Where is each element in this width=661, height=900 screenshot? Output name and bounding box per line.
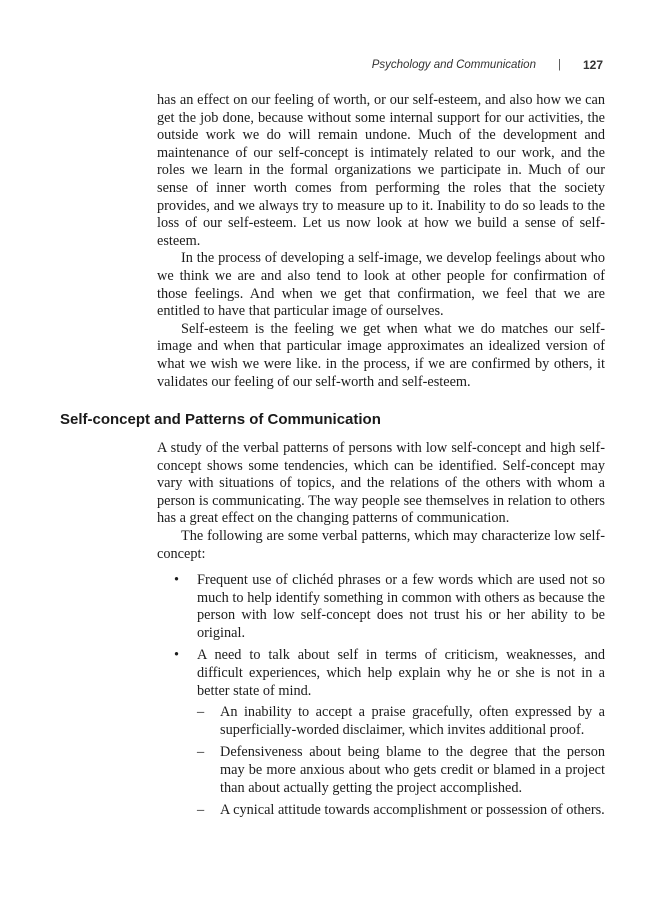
sub-list-item-text: A cynical attitude towards accomplishment or possession of others. <box>220 802 605 819</box>
running-head-separator: | <box>557 59 561 71</box>
sub-list-item <box>197 802 605 820</box>
paragraph: In the process of developing a self-image, we develop feelings about who we think we are and also tend to look at other people for confirmation of those feelings. And when we get that confirmation, we feel that we are entitled to have that particular image of ourselves. <box>157 250 605 320</box>
list-item <box>157 572 605 642</box>
body-text-continued <box>157 92 605 391</box>
running-head-title: Psychology and Communication <box>371 59 536 71</box>
paragraph: has an effect on our feeling of worth, or our self-esteem, and also how we can get the job done, because without some internal support for our activities, the outside work we do will remain undone. Much of the development and maintenance of our self-concept is intimately related to our work, and the roles we learn in the formal organizations we participate in. Much of our sense of inner worth comes from performing the roles that the society provides, and we always try to measure up to it. Inability to do so leads to the loss of our self-esteem. Let us now look at how we build a sense of self-esteem. <box>157 92 605 249</box>
sub-list <box>197 704 605 820</box>
sub-list-item <box>197 704 605 739</box>
list-item <box>157 647 605 819</box>
section-body-text <box>157 440 605 563</box>
sub-list-item <box>197 744 605 797</box>
page-number: 127 <box>582 58 603 72</box>
list-item-text: Frequent use of clichéd phrases or a few words which are used not so much to help identify something in common with others as because the person with low self-concept does not trust his or her ability to be original. <box>197 572 605 641</box>
sub-list-item-text: An inability to accept a praise gracefully, often expressed by a superficially-worded disclaimer, which invites additional proof. <box>220 704 605 738</box>
dash-marker: – <box>197 704 205 721</box>
paragraph: The following are some verbal patterns, which may characterize low self-concept: <box>157 527 605 562</box>
paragraph: Self-esteem is the feeling we get when what we do matches our self-image and when that particular image approximates an idealized version of what we wish we were like. in the process, if we are confirmed by others, it validates our feeling of our self-worth and self-esteem. <box>157 320 605 390</box>
dash-marker: – <box>197 744 205 761</box>
running-head <box>372 58 603 72</box>
verbal-patterns-list <box>157 572 605 825</box>
dash-marker: – <box>197 802 205 819</box>
bullet-marker: • <box>174 572 180 588</box>
bullet-marker: • <box>174 647 180 664</box>
section-heading: Self-concept and Patterns of Communication <box>60 411 381 428</box>
list-item-text: A need to talk about self in terms of criticism, weaknesses, and difficult experiences, which help explain why he or she is not in a better state of mind. <box>197 647 605 699</box>
paragraph: A study of the verbal patterns of persons with low self-concept and high self-concept shows some tendencies, which can be identified. Self-concept may vary with situations of topics, and the relations of the others with whom a person is communicating. The way people see themselves in relation to others has a great effect on the changing patterns of communication. <box>157 440 605 527</box>
sub-list-item-text: Defensiveness about being blame to the degree that the person may be more anxious about who gets credit or blamed in a project than about actually getting the project accomplished. <box>220 744 605 796</box>
